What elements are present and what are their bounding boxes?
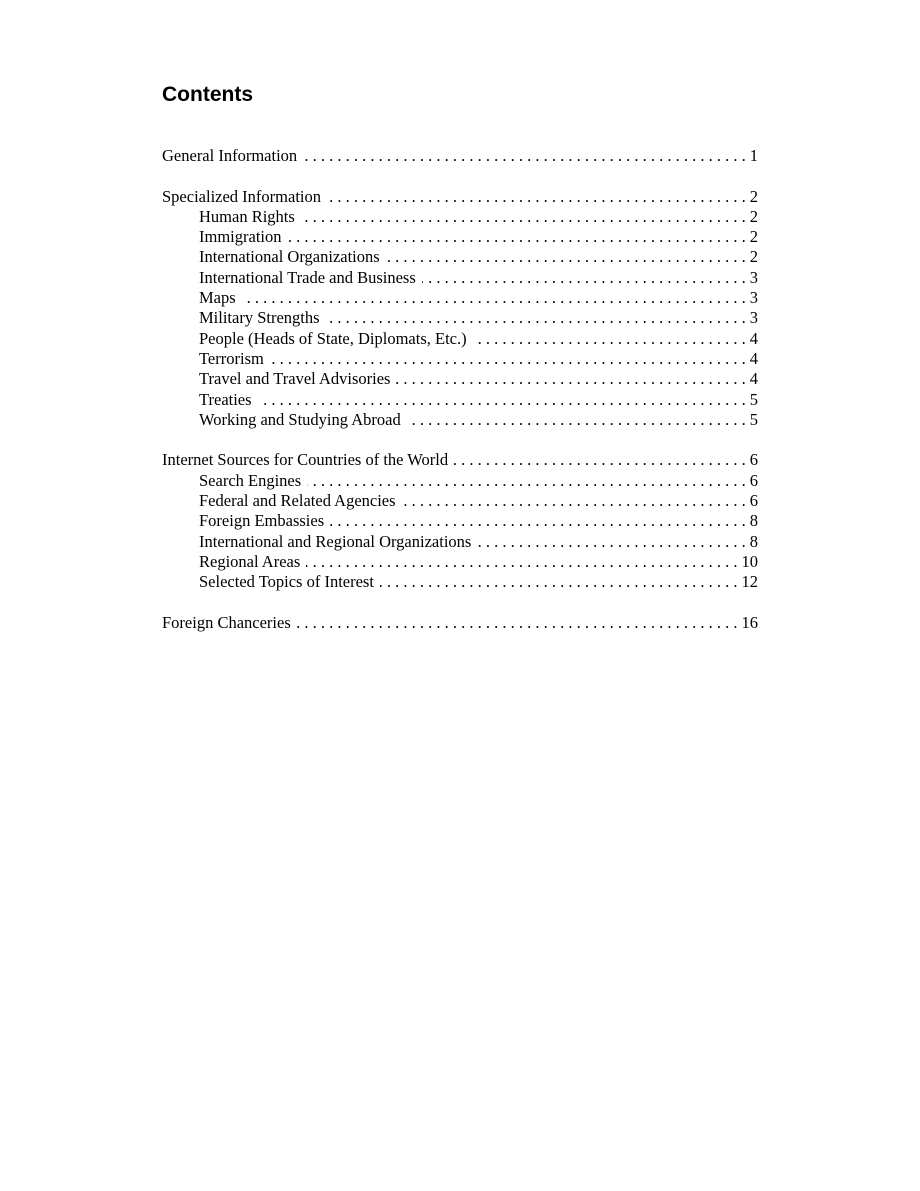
toc-subentry[interactable] (162, 471, 758, 491)
toc-entry-label: Foreign Embassies (199, 511, 325, 531)
toc-entry-label: Terrorism (199, 348, 264, 368)
toc-subentry[interactable] (162, 308, 758, 328)
toc-page-number: 4 (749, 348, 758, 368)
toc-page-number: 3 (749, 288, 758, 308)
toc-subentry[interactable] (162, 369, 758, 389)
toc-page-number: 16 (741, 612, 758, 632)
toc-entry-internet-sources[interactable] (162, 450, 758, 470)
toc-subentry[interactable] (162, 207, 758, 227)
toc-dot-leader (396, 369, 745, 389)
toc-entry-label: Travel and Travel Advisories (199, 369, 391, 389)
toc-dot-leader (473, 329, 746, 349)
toc-entry-label: International Trade and Business (199, 267, 416, 287)
toc-dot-leader (287, 227, 745, 247)
toc-page-number: 10 (741, 551, 758, 571)
page-title: Contents (162, 83, 253, 106)
toc-entry-label: People (Heads of State, Diplomats, Etc.) (199, 328, 467, 348)
toc-subentry[interactable] (162, 572, 758, 592)
toc-subentry[interactable] (162, 247, 758, 267)
toc-entry-foreign-chanceries[interactable] (162, 613, 758, 633)
toc-dot-leader (301, 207, 746, 227)
toc-subentry[interactable] (162, 491, 758, 511)
toc-subentry[interactable] (162, 349, 758, 369)
toc-dot-leader (477, 532, 745, 552)
toc-page-number: 6 (749, 450, 758, 470)
toc-entry-label: Selected Topics of Interest (199, 572, 374, 592)
toc-dot-leader (327, 187, 746, 207)
table-of-contents (162, 146, 758, 633)
toc-dot-leader (330, 511, 746, 531)
toc-entry-label: Military Strengths (199, 308, 320, 328)
toc-dot-leader (303, 146, 746, 166)
toc-entry-label: Search Engines (199, 470, 302, 490)
toc-entry-label: Regional Areas (199, 551, 301, 571)
toc-subentry[interactable] (162, 532, 758, 552)
toc-page-number: 2 (749, 206, 758, 226)
toc-dot-leader (407, 410, 746, 430)
toc-entry-label: International Organizations (199, 247, 380, 267)
toc-entry-label: Treaties (199, 389, 252, 409)
toc-entry-label: Maps (199, 288, 236, 308)
toc-subentry[interactable] (162, 552, 758, 572)
toc-page-number: 2 (749, 247, 758, 267)
toc-dot-leader (297, 613, 738, 633)
toc-entry-general-information[interactable] (162, 146, 758, 166)
toc-page-number: 2 (749, 186, 758, 206)
toc-page-number: 4 (749, 369, 758, 389)
toc-dot-leader (454, 450, 746, 470)
toc-subentry[interactable] (162, 390, 758, 410)
toc-page-number: 5 (749, 389, 758, 409)
toc-entry-label: Internet Sources for Countries of the World (162, 450, 449, 470)
toc-dot-leader (258, 390, 746, 410)
toc-subentry[interactable] (162, 410, 758, 430)
toc-entry-label: Foreign Chanceries (162, 612, 291, 632)
toc-dot-leader (402, 491, 746, 511)
toc-subentry[interactable] (162, 227, 758, 247)
toc-page-number: 3 (749, 267, 758, 287)
toc-entry-label: Specialized Information (162, 186, 321, 206)
toc-page-number: 8 (749, 511, 758, 531)
toc-entry-label: Immigration (199, 227, 282, 247)
toc-entry-label: General Information (162, 146, 298, 165)
toc-dot-leader (380, 572, 738, 592)
toc-entry-label: Human Rights (199, 206, 295, 226)
toc-dot-leader (326, 308, 746, 328)
toc-entry-specialized-information[interactable] (162, 187, 758, 207)
toc-entry-label: International and Regional Organizations (199, 531, 472, 551)
toc-page-number: 8 (749, 531, 758, 551)
toc-subentry[interactable] (162, 268, 758, 288)
toc-dot-leader (422, 268, 746, 288)
toc-subentry[interactable] (162, 288, 758, 308)
toc-dot-leader (386, 247, 746, 267)
toc-entry-label: Working and Studying Abroad (199, 409, 401, 429)
toc-dot-leader (270, 349, 746, 369)
toc-page-number: 6 (749, 470, 758, 490)
toc-page-number: 1 (749, 146, 758, 165)
toc-entry-label: Federal and Related Agencies (199, 491, 396, 511)
toc-dot-leader (307, 471, 746, 491)
toc-page-number: 6 (749, 491, 758, 511)
toc-subentry[interactable] (162, 511, 758, 531)
toc-page-number: 5 (749, 409, 758, 429)
toc-dot-leader (242, 288, 746, 308)
toc-page-number: 4 (749, 328, 758, 348)
toc-page-number: 3 (749, 308, 758, 328)
toc-subentry[interactable] (162, 329, 758, 349)
toc-dot-leader (306, 552, 737, 572)
toc-page-number: 2 (749, 227, 758, 247)
toc-page-number: 12 (741, 572, 758, 592)
